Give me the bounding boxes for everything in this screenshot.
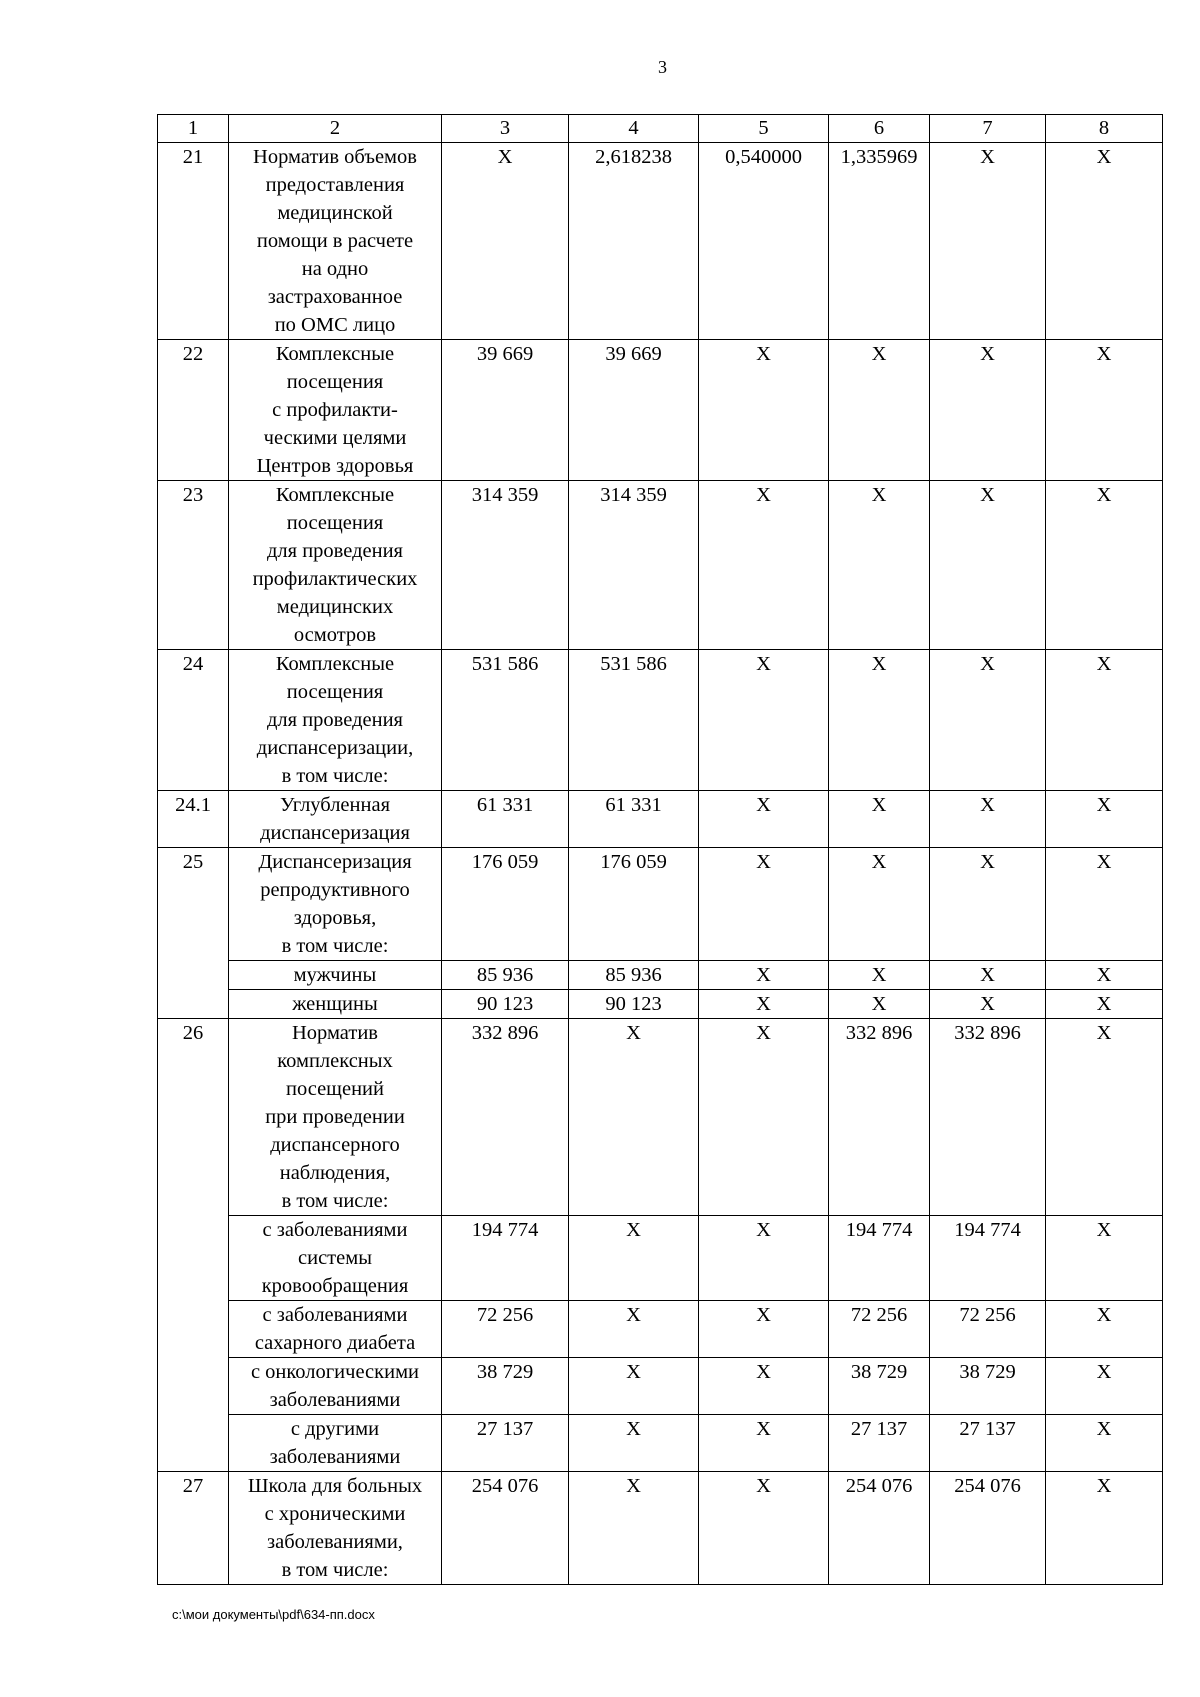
value-cell-c3: 39 669: [442, 340, 569, 481]
value-cell-c8: Х: [1046, 961, 1163, 990]
table-row: [158, 481, 1163, 650]
value-cell-c4: 61 331: [569, 791, 699, 848]
row-number-cell: 23: [158, 481, 229, 650]
row-name-line: ческими целями: [263, 427, 407, 449]
row-name-line: заболеваниями: [269, 1389, 401, 1411]
table-row: [158, 1019, 1163, 1216]
row-name-cell: [229, 1415, 442, 1472]
row-name-line: заболеваниями: [269, 1446, 401, 1468]
table-row: [158, 1415, 1163, 1472]
value-cell-c8: Х: [1046, 1415, 1163, 1472]
row-name-cell: [229, 143, 442, 340]
value-cell-c5: Х: [699, 1415, 829, 1472]
value-cell-c5: Х: [699, 1216, 829, 1301]
value-cell-c5: Х: [699, 1358, 829, 1415]
value-cell-c7: Х: [930, 481, 1046, 650]
value-cell-c3: 254 076: [442, 1472, 569, 1585]
value-cell-c5: Х: [699, 791, 829, 848]
value-cell-c5: Х: [699, 961, 829, 990]
row-name-line: с заболеваниями: [262, 1304, 408, 1326]
row-name-line: для проведения: [267, 709, 403, 731]
value-cell-c5: Х: [699, 650, 829, 791]
row-number-cell: 21: [158, 143, 229, 340]
value-cell-c7: Х: [930, 990, 1046, 1019]
value-cell-c8: Х: [1046, 990, 1163, 1019]
row-name-line: диспансерного: [270, 1134, 400, 1156]
value-cell-c6: 38 729: [829, 1358, 930, 1415]
table-row: [158, 1216, 1163, 1301]
value-cell-c6: 72 256: [829, 1301, 930, 1358]
value-cell-c3: 85 936: [442, 961, 569, 990]
value-cell-c7: 332 896: [930, 1019, 1046, 1216]
table-row: [158, 1358, 1163, 1415]
table-row: [158, 848, 1163, 961]
value-cell-c4: Х: [569, 1472, 699, 1585]
value-cell-c8: Х: [1046, 1216, 1163, 1301]
row-name-line: для проведения: [267, 540, 403, 562]
value-cell-c8: Х: [1046, 1358, 1163, 1415]
row-name-line: Норматив: [291, 1022, 378, 1044]
table-row: [158, 791, 1163, 848]
row-name-cell: [229, 1301, 442, 1358]
row-name-line: с профилакти-: [272, 399, 398, 421]
row-name-line: репродуктивного: [260, 879, 410, 901]
row-name-line: системы: [298, 1247, 372, 1269]
value-cell-c4: Х: [569, 1415, 699, 1472]
value-cell-c6: 1,335969: [829, 143, 930, 340]
value-cell-c5: Х: [699, 848, 829, 961]
value-cell-c5: Х: [699, 990, 829, 1019]
header-cell: 4: [569, 115, 699, 143]
value-cell-c8: Х: [1046, 340, 1163, 481]
data-table: [157, 114, 1163, 1585]
value-cell-c7: Х: [930, 143, 1046, 340]
value-cell-c4: Х: [569, 1216, 699, 1301]
row-number-cell: 22: [158, 340, 229, 481]
value-cell-c4: Х: [569, 1301, 699, 1358]
value-cell-c3: 90 123: [442, 990, 569, 1019]
table-row: [158, 990, 1163, 1019]
row-name-cell: [229, 650, 442, 791]
row-name-line: в том числе:: [281, 935, 389, 957]
row-name-line: Диспансеризация: [258, 851, 412, 873]
value-cell-c8: Х: [1046, 650, 1163, 791]
row-name-line: медицинских: [276, 596, 394, 618]
value-cell-c6: Х: [829, 650, 930, 791]
row-name-line: медицинской: [277, 202, 393, 224]
row-name-line: с хроническими: [264, 1503, 406, 1525]
value-cell-c8: Х: [1046, 481, 1163, 650]
row-name-cell: [229, 1358, 442, 1415]
value-cell-c6: Х: [829, 961, 930, 990]
row-name-line: посещения: [286, 681, 384, 703]
row-name-cell: [229, 1472, 442, 1585]
header-cell: 2: [229, 115, 442, 143]
value-cell-c6: Х: [829, 340, 930, 481]
value-cell-c8: Х: [1046, 1019, 1163, 1216]
value-cell-c3: 61 331: [442, 791, 569, 848]
value-cell-c8: Х: [1046, 143, 1163, 340]
value-cell-c8: Х: [1046, 1472, 1163, 1585]
row-name-cell: [229, 791, 442, 848]
value-cell-c7: Х: [930, 340, 1046, 481]
row-name-cell: [229, 990, 442, 1019]
value-cell-c4: 531 586: [569, 650, 699, 791]
value-cell-c8: Х: [1046, 848, 1163, 961]
row-name-line: диспансеризация: [260, 822, 410, 844]
table-row: [158, 1301, 1163, 1358]
header-cell: 8: [1046, 115, 1163, 143]
row-name-cell: [229, 848, 442, 961]
row-name-line: с онкологическими: [250, 1361, 420, 1383]
value-cell-c6: 194 774: [829, 1216, 930, 1301]
row-name-line: осмотров: [293, 624, 377, 646]
row-name-cell: [229, 1019, 442, 1216]
value-cell-c4: 314 359: [569, 481, 699, 650]
value-cell-c7: 194 774: [930, 1216, 1046, 1301]
value-cell-c4: 39 669: [569, 340, 699, 481]
row-name-line: посещения: [286, 371, 384, 393]
value-cell-c6: Х: [829, 990, 930, 1019]
row-name-line: посещений: [286, 1078, 384, 1100]
header-cell: 7: [930, 115, 1046, 143]
row-name-line: застрахованное: [267, 286, 403, 308]
value-cell-c4: 176 059: [569, 848, 699, 961]
value-cell-c4: 2,618238: [569, 143, 699, 340]
value-cell-c3: 531 586: [442, 650, 569, 791]
row-name-cell: [229, 481, 442, 650]
value-cell-c3: 27 137: [442, 1415, 569, 1472]
value-cell-c6: 332 896: [829, 1019, 930, 1216]
value-cell-c3: 332 896: [442, 1019, 569, 1216]
header-cell: 5: [699, 115, 829, 143]
row-number-cell: 24.1: [158, 791, 229, 848]
value-cell-c5: Х: [699, 1019, 829, 1216]
value-cell-c8: Х: [1046, 791, 1163, 848]
header-cell: 6: [829, 115, 930, 143]
value-cell-c3: 38 729: [442, 1358, 569, 1415]
row-number-cell: 24: [158, 650, 229, 791]
row-name-cell: [229, 340, 442, 481]
value-cell-c5: Х: [699, 1472, 829, 1585]
row-name-line: Углубленная: [279, 794, 390, 816]
row-number-cell: 27: [158, 1472, 229, 1585]
table-row: [158, 143, 1163, 340]
value-cell-c3: 176 059: [442, 848, 569, 961]
row-name-line: в том числе:: [281, 1190, 389, 1212]
row-name-line: Центров здоровья: [256, 455, 414, 477]
value-cell-c6: Х: [829, 848, 930, 961]
value-cell-c3: Х: [442, 143, 569, 340]
table-row: [158, 961, 1163, 990]
value-cell-c7: 38 729: [930, 1358, 1046, 1415]
value-cell-c5: Х: [699, 481, 829, 650]
row-name-line: помощи в расчете: [256, 230, 414, 252]
row-name-line: Комплексные: [275, 653, 395, 675]
row-name-line: комплексных: [277, 1050, 393, 1072]
row-name-line: предоставления: [265, 174, 405, 196]
row-name-line: в том числе:: [281, 1559, 389, 1581]
row-name-cell: [229, 1216, 442, 1301]
row-name-line: наблюдения,: [279, 1162, 391, 1184]
row-name-line: женщины: [292, 993, 378, 1015]
value-cell-c6: 254 076: [829, 1472, 930, 1585]
row-name-line: посещения: [286, 512, 384, 534]
value-cell-c6: 27 137: [829, 1415, 930, 1472]
value-cell-c7: 72 256: [930, 1301, 1046, 1358]
value-cell-c3: 314 359: [442, 481, 569, 650]
value-cell-c4: 85 936: [569, 961, 699, 990]
value-cell-c7: Х: [930, 961, 1046, 990]
row-name-line: диспансеризации,: [256, 737, 414, 759]
value-cell-c7: Х: [930, 650, 1046, 791]
value-cell-c7: 254 076: [930, 1472, 1046, 1585]
header-cell: 1: [158, 115, 229, 143]
value-cell-c5: 0,540000: [699, 143, 829, 340]
value-cell-c6: Х: [829, 481, 930, 650]
row-name-line: в том числе:: [281, 765, 389, 787]
row-name-line: на одно: [301, 258, 369, 280]
row-number-cell: 26: [158, 1019, 229, 1472]
row-name-line: мужчины: [293, 964, 377, 986]
row-name-line: здоровья,: [293, 907, 377, 929]
row-name-line: Комплексные: [275, 343, 395, 365]
row-name-line: заболеваниями,: [267, 1531, 403, 1553]
value-cell-c3: 194 774: [442, 1216, 569, 1301]
table-header-row: [158, 115, 1163, 143]
row-name-line: по ОМС лицо: [274, 314, 396, 336]
row-name-line: с другими: [290, 1418, 380, 1440]
header-cell: 3: [442, 115, 569, 143]
row-name-line: с заболеваниями: [262, 1219, 408, 1241]
table-body: [158, 115, 1163, 1585]
value-cell-c7: Х: [930, 791, 1046, 848]
value-cell-c6: Х: [829, 791, 930, 848]
value-cell-c7: 27 137: [930, 1415, 1046, 1472]
row-name-line: кровообращения: [261, 1275, 409, 1297]
value-cell-c5: Х: [699, 340, 829, 481]
value-cell-c5: Х: [699, 1301, 829, 1358]
page-number: 3: [658, 57, 667, 77]
row-name-line: при проведении: [265, 1106, 405, 1128]
row-name-line: Комплексные: [275, 484, 395, 506]
table-row: [158, 1472, 1163, 1585]
value-cell-c4: Х: [569, 1358, 699, 1415]
footer-file-path: c:\мои документы\pdf\634-пп.docx: [172, 1607, 375, 1622]
value-cell-c3: 72 256: [442, 1301, 569, 1358]
row-name-line: Школа для больных: [247, 1475, 423, 1497]
row-name-cell: [229, 961, 442, 990]
table-row: [158, 650, 1163, 791]
row-number-cell: 25: [158, 848, 229, 1019]
value-cell-c8: Х: [1046, 1301, 1163, 1358]
row-name-line: Норматив объемов: [253, 146, 417, 168]
value-cell-c4: 90 123: [569, 990, 699, 1019]
row-name-line: профилактических: [252, 568, 418, 590]
table-row: [158, 340, 1163, 481]
row-name-line: сахарного диабета: [254, 1332, 416, 1354]
value-cell-c7: Х: [930, 848, 1046, 961]
value-cell-c4: Х: [569, 1019, 699, 1216]
